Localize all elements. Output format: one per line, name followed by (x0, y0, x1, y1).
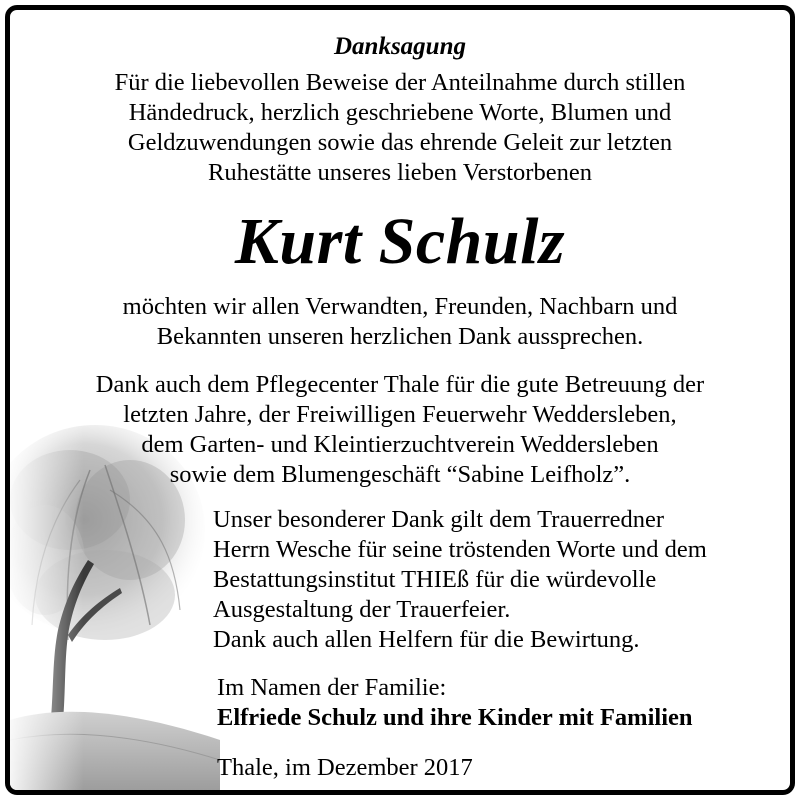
family-names: Elfriede Schulz und ihre Kinder mit Familien (217, 704, 693, 731)
place-date: Thale, im Dezember 2017 (217, 754, 473, 781)
intro-line-3: Geldzuwendungen sowie das ehrende Geleit zur letzten (127, 129, 673, 156)
special-thanks-line-1: Unser besonderer Dank gilt dem Trauerredner (213, 506, 665, 533)
thanks-line-1: möchten wir allen Verwandten, Freunden, Nachbarn und (122, 293, 678, 320)
also-thanks-line-3: dem Garten- und Kleintierzuchtverein Weddersleben (141, 431, 659, 458)
also-thanks-line-1: Dank auch dem Pflegecenter Thale für die gute Betreuung der (95, 371, 705, 398)
special-thanks-line-2: Herrn Wesche für seine tröstenden Worte und dem (213, 536, 707, 563)
intro-line-2: Händedruck, herzlich geschriebene Worte, Blumen und (128, 99, 672, 126)
obituary-notice-frame (5, 5, 795, 795)
special-thanks-line-3: Bestattungsinstitut THIEß für die würdevolle (213, 566, 657, 593)
special-thanks-line-4: Ausgestaltung der Trauerfeier. (213, 596, 511, 623)
deceased-name: Kurt Schulz (234, 205, 566, 278)
also-thanks-line-2: letzten Jahre, der Freiwilligen Feuerwehr Weddersleben, (123, 401, 677, 428)
special-thanks-line-5: Dank auch allen Helfern für die Bewirtung. (213, 626, 640, 653)
thanks-line-2: Bekannten unseren herzlichen Dank aussprechen. (156, 323, 644, 350)
intro-line-1: Für die liebevollen Beweise der Anteilnahme durch stillen (114, 69, 686, 96)
also-thanks-line-4: sowie dem Blumengeschäft “Sabine Leifholz”. (169, 461, 631, 488)
family-intro: Im Namen der Familie: (217, 674, 447, 701)
intro-line-4: Ruhestätte unseres lieben Verstorbenen (208, 159, 592, 186)
heading: Danksagung (334, 33, 466, 60)
